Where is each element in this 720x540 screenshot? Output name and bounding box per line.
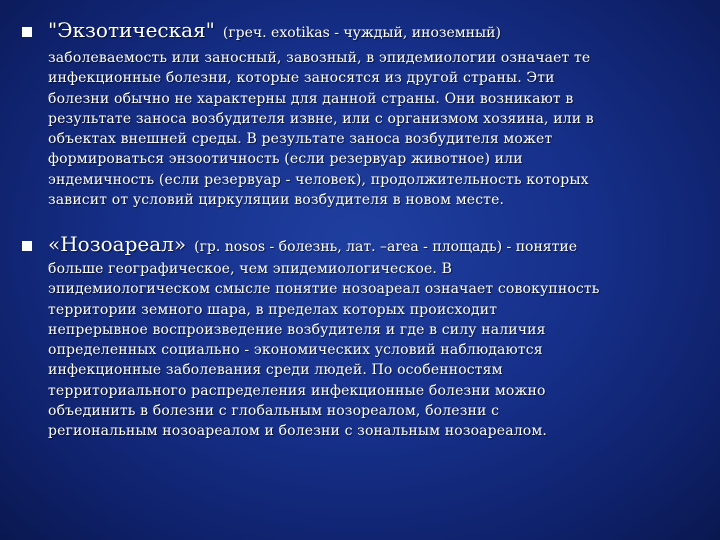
text-line: болезни обычно не характерны для данной страны. Они возникают в (48, 90, 574, 107)
text-line: региональным нозоареалом и болезни с зональным нозоареалом. (48, 423, 547, 440)
text-line: инфекционные болезни, которые заносятся из другой страны. Эти (48, 70, 555, 87)
text-line: эндемичность (если резервуар - человек), продолжительность которых (48, 171, 589, 188)
text-line: больше географическое, чем эпидемиологическое. В (48, 261, 453, 277)
text-line: формироваться энзоотичность (если резервуар животное) или (48, 151, 523, 168)
body-exotic (48, 48, 698, 210)
text-line: территориального распределения инфекционные болезни можно (48, 382, 546, 399)
text-line: инфекционные заболевания среди людей. По особенностям (48, 362, 503, 379)
text-line: зависит от условий циркуляции возбудителя в новом месте. (48, 192, 505, 209)
square-bullet-icon (22, 27, 32, 37)
text-line: определенных социально - экономических условий наблюдаются (48, 342, 543, 359)
text-line: эпидемиологическом смысле понятие нозоареал означает совокупность (48, 281, 600, 298)
gloss-exotic: (греч. exotikas - чуждый, иноземный) (222, 25, 501, 41)
gloss-nosoareal: (гр. nosos - болезнь, лат. –area - площадь) - понятие (194, 239, 577, 255)
text-line: объединить в болезни с глобальным нозореалом, болезни с (48, 403, 500, 420)
heading-line (48, 18, 698, 42)
term-exotic: "Экзотическая" (48, 18, 215, 42)
text-line: заболеваемость или заносный, завозный, в эпидемиологии означает те (48, 50, 591, 66)
text-line: объектах внешней среды. В результате заноса возбудителя может (48, 131, 553, 148)
text-line: непрерывное воспроизведение возбудителя и где в силу наличия (48, 321, 546, 338)
heading-line (48, 232, 698, 256)
square-bullet-icon (22, 241, 32, 251)
text-line: результате заноса возбудителя извне, или с организмом хозяина, или в (48, 110, 594, 127)
paragraph-nosoareal (48, 232, 698, 442)
text-line: территории земного шара, в пределах которых происходит (48, 301, 498, 318)
paragraph-exotic (48, 18, 698, 210)
term-nosoareal: «Нозоареал» (48, 232, 187, 256)
body-nosoareal (48, 259, 698, 442)
